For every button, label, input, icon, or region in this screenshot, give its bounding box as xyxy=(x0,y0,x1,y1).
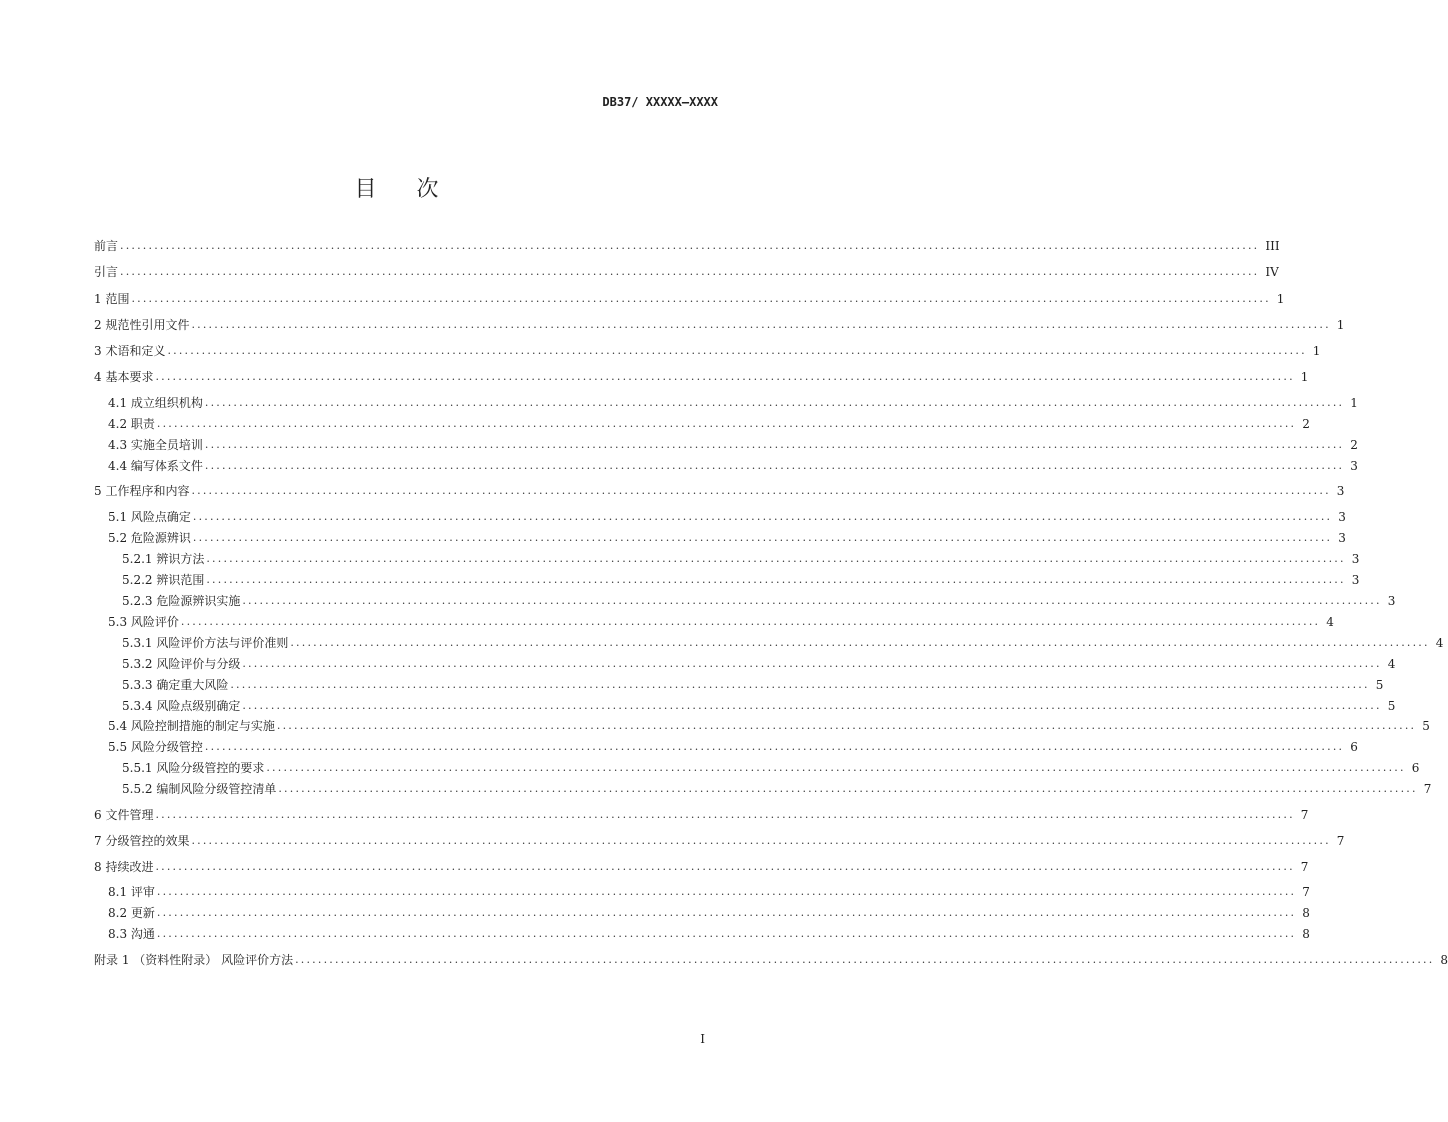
toc-entry-page: 5 xyxy=(1387,699,1396,713)
toc-entry-label: 附录 1 （资料性附录） 风险评价方法 xyxy=(94,953,294,967)
toc-entry-label: 4.4 编写体系文件 xyxy=(108,459,203,473)
toc-entry-page: 7 xyxy=(1423,782,1432,796)
toc-entry[interactable] xyxy=(108,905,1310,921)
toc-entry[interactable] xyxy=(108,416,1310,432)
dot-leader: ........................................................................................................................................................................................................ xyxy=(155,860,1295,873)
toc-entry-page: 7 xyxy=(1300,860,1309,874)
toc-entry[interactable] xyxy=(94,859,1309,875)
toc-entry-label: 2 规范性引用文件 xyxy=(94,318,190,332)
toc-entry-label: 5.3 风险评价 xyxy=(108,615,179,629)
dot-leader: ........................................................................................................................................................................................................ xyxy=(155,808,1295,821)
toc-entry-label: 8 持续改进 xyxy=(94,860,154,874)
toc-entry-page: 5 xyxy=(1375,678,1384,692)
toc-entry[interactable] xyxy=(94,833,1345,849)
toc-entry-page: 5 xyxy=(1422,719,1430,733)
dot-leader: ........................................................................................................................................................................................................ xyxy=(242,699,1382,712)
toc-entry-page: 2 xyxy=(1302,417,1310,431)
dot-leader: ........................................................................................................................................................................................................ xyxy=(242,594,1382,607)
toc-entry[interactable] xyxy=(108,614,1334,630)
page-number: I xyxy=(700,1032,705,1046)
toc-entry-page: 7 xyxy=(1302,885,1310,899)
toc-entry-label: 5.2.2 辨识范围 xyxy=(122,573,205,587)
toc-entry-page: 6 xyxy=(1411,761,1420,775)
toc-entry-label: 4.3 实施全员培训 xyxy=(108,438,203,452)
toc-entry[interactable] xyxy=(122,551,1360,567)
toc-entry-page: 4 xyxy=(1387,657,1396,671)
toc-entry-label: 5.2 危险源辨识 xyxy=(108,531,191,545)
dot-leader: ........................................................................................................................................................................................................ xyxy=(204,438,1345,451)
toc-entry[interactable] xyxy=(108,884,1310,900)
toc-entry[interactable] xyxy=(94,264,1279,280)
toc-entry-page: 8 xyxy=(1302,906,1310,920)
toc-entry-label: 5.5.1 风险分级管控的要求 xyxy=(122,761,265,775)
dot-leader: ........................................................................................................................................................................................................ xyxy=(206,573,1346,586)
dot-leader: ........................................................................................................................................................................................................ xyxy=(155,370,1295,383)
dot-leader: ........................................................................................................................................................................................................ xyxy=(156,906,1297,919)
dot-leader: ........................................................................................................................................................................................................ xyxy=(156,927,1297,940)
toc-entry-label: 引言 xyxy=(94,265,119,279)
dot-leader: ........................................................................................................................................................................................................ xyxy=(204,740,1345,753)
toc-entry[interactable] xyxy=(122,760,1420,776)
dot-leader: ........................................................................................................................................................................................................ xyxy=(204,396,1345,409)
toc-entry-page: 1 xyxy=(1312,344,1321,358)
dot-leader: ........................................................................................................................................................................................................ xyxy=(131,292,1271,305)
toc-entry-label: 5.3.4 风险点级别确定 xyxy=(122,699,241,713)
toc-entry[interactable] xyxy=(108,458,1358,474)
toc-entry-page: 2 xyxy=(1350,438,1358,452)
toc-entry-page: 7 xyxy=(1300,808,1309,822)
dot-leader: ........................................................................................................................................................................................................ xyxy=(191,484,1331,497)
toc-entry[interactable] xyxy=(94,291,1285,307)
dot-leader: ........................................................................................................................................................................................................ xyxy=(180,615,1321,628)
toc-entry[interactable] xyxy=(108,739,1358,755)
toc-entry-label: 5.4 风险控制措施的制定与实施 xyxy=(108,719,275,733)
toc-entry-label: 6 文件管理 xyxy=(94,808,154,822)
toc-entry-page: 3 xyxy=(1351,573,1360,587)
dot-leader: ........................................................................................................................................................................................................ xyxy=(295,953,1435,966)
toc-entry-page: 1 xyxy=(1300,370,1309,384)
dot-leader: ........................................................................................................................................................................................................ xyxy=(266,761,1406,774)
document-number: DB37/ XXXXX—XXXX xyxy=(602,95,718,109)
toc-entry-page: 4 xyxy=(1326,615,1334,629)
dot-leader: ........................................................................................................................................................................................................ xyxy=(276,719,1417,732)
toc-entry-label: 8.1 评审 xyxy=(108,885,155,899)
toc-entry[interactable] xyxy=(108,926,1310,942)
dot-leader: ........................................................................................................................................................................................................ xyxy=(206,552,1346,565)
toc-entry[interactable] xyxy=(122,656,1396,672)
dot-leader: ........................................................................................................................................................................................................ xyxy=(156,885,1297,898)
toc-entry[interactable] xyxy=(108,530,1346,546)
toc-entry-page: 1 xyxy=(1276,292,1285,306)
dot-leader: ........................................................................................................................................................................................................ xyxy=(120,239,1260,252)
toc-entry-page: 4 xyxy=(1435,636,1444,650)
toc-entry-label: 4.2 职责 xyxy=(108,417,155,431)
toc-entry-page: 7 xyxy=(1336,834,1345,848)
dot-leader: ........................................................................................................................................................................................................ xyxy=(192,531,1333,544)
toc-entry-page: 3 xyxy=(1336,484,1345,498)
toc-entry[interactable] xyxy=(94,317,1345,333)
toc-entry-page: III xyxy=(1265,239,1280,253)
toc-entry-label: 4.1 成立组织机构 xyxy=(108,396,203,410)
toc-entry-label: 8.2 更新 xyxy=(108,906,155,920)
dot-leader: ........................................................................................................................................................................................................ xyxy=(290,636,1430,649)
toc-entry-label: 5.3.1 风险评价方法与评价准则 xyxy=(122,636,289,650)
toc-entry-label: 5.3.3 确定重大风险 xyxy=(122,678,229,692)
page-title: 目次 xyxy=(354,177,479,202)
toc-entry-page: 8 xyxy=(1440,953,1448,967)
dot-leader: ........................................................................................................................................................................................................ xyxy=(120,265,1260,278)
dot-leader: ........................................................................................................................................................................................................ xyxy=(230,678,1370,691)
toc-entry-page: 3 xyxy=(1350,459,1358,473)
toc-entry[interactable] xyxy=(108,509,1346,525)
toc-entry-label: 5.1 风险点确定 xyxy=(108,510,191,524)
toc-entry[interactable] xyxy=(122,572,1360,588)
dot-leader: ........................................................................................................................................................................................................ xyxy=(192,510,1333,523)
dot-leader: ........................................................................................................................................................................................................ xyxy=(204,459,1345,472)
toc-entry-page: 1 xyxy=(1350,396,1358,410)
toc-entry-page: 3 xyxy=(1387,594,1396,608)
toc-entry-page: 8 xyxy=(1302,927,1310,941)
toc-entry-page: 6 xyxy=(1350,740,1358,754)
toc-entry-label: 5.5 风险分级管控 xyxy=(108,740,203,754)
toc-entry[interactable] xyxy=(94,369,1309,385)
toc-entry-label: 5.5.2 编制风险分级管控清单 xyxy=(122,782,277,796)
toc-entry-label: 5.3.2 风险评价与分级 xyxy=(122,657,241,671)
toc-entry[interactable] xyxy=(94,807,1309,823)
toc-entry-label: 7 分级管控的效果 xyxy=(94,834,190,848)
toc-entry-page: 1 xyxy=(1336,318,1345,332)
toc-entry[interactable] xyxy=(94,343,1321,359)
dot-leader: ........................................................................................................................................................................................................ xyxy=(156,417,1297,430)
dot-leader: ........................................................................................................................................................................................................ xyxy=(278,782,1418,795)
dot-leader: ........................................................................................................................................................................................................ xyxy=(191,834,1331,847)
toc-entry-page: 3 xyxy=(1338,531,1346,545)
toc-entry[interactable] xyxy=(108,437,1358,453)
toc-entry-label: 3 术语和定义 xyxy=(94,344,166,358)
toc-entry[interactable] xyxy=(94,238,1280,254)
toc-entry[interactable] xyxy=(108,718,1430,734)
toc-entry-label: 1 范围 xyxy=(94,292,130,306)
dot-leader: ........................................................................................................................................................................................................ xyxy=(242,657,1382,670)
toc-entry-page: 3 xyxy=(1351,552,1360,566)
toc-entry-label: 前言 xyxy=(94,239,119,253)
dot-leader: ........................................................................................................................................................................................................ xyxy=(191,318,1331,331)
toc-entry-label: 8.3 沟通 xyxy=(108,927,155,941)
toc-entry[interactable] xyxy=(122,677,1384,693)
toc-entry-label: 4 基本要求 xyxy=(94,370,154,384)
toc-entry-page: IV xyxy=(1265,265,1279,279)
toc-entry[interactable] xyxy=(122,698,1396,714)
toc-entry[interactable] xyxy=(94,952,1448,968)
toc-entry-page: 3 xyxy=(1338,510,1346,524)
toc-entry-label: 5.2.3 危险源辨识实施 xyxy=(122,594,241,608)
toc-entry[interactable] xyxy=(122,781,1432,797)
dot-leader: ........................................................................................................................................................................................................ xyxy=(167,344,1307,357)
toc-entry[interactable] xyxy=(94,483,1345,499)
toc-entry[interactable] xyxy=(108,395,1358,411)
toc-entry[interactable] xyxy=(122,635,1444,651)
toc-entry-label: 5 工作程序和内容 xyxy=(94,484,190,498)
toc-entry-label: 5.2.1 辨识方法 xyxy=(122,552,205,566)
toc-entry[interactable] xyxy=(122,593,1396,609)
